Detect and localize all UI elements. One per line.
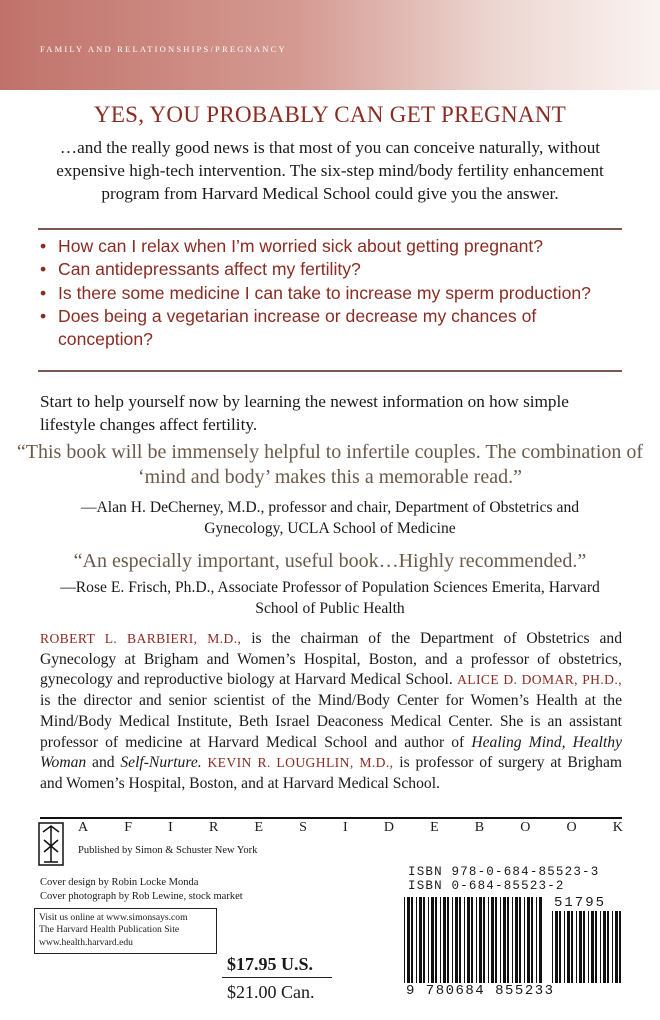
barcode-bar [559,911,561,983]
review-attribution-1: —Alan H. DeCherney, M.D., professor and chair, Department of Obstetrics and Gynecology, UCLA School of Medicine [80,499,580,537]
barcode-bar [464,897,465,983]
bullet-icon: • [40,259,47,280]
imprint-letter: E [430,820,439,835]
imprint-rule [40,817,622,819]
barcode-bar [500,897,501,983]
author-name-3: KEVIN R. LOUGHLIN, M.D., [207,755,394,771]
review-quote-2: “An especially important, useful book…Highly recommended.” [73,550,587,572]
barcode-bar [507,897,509,983]
barcode-bar [588,911,589,983]
bullet-icon: • [40,305,47,326]
question-text: Does being a vegetarian increase or decrease my chances of conception? [58,305,537,350]
barcode-addon-digits: 51795 [554,895,607,911]
barcode-bar [447,897,449,983]
barcode-bar [483,897,485,983]
book-title-1: Healing Mind, Healthy Woman [40,733,622,772]
barcode-bar [488,897,489,983]
barcode-bar [583,911,585,983]
barcode-bar [539,897,542,983]
cover-design-credit: Cover design by Robin Locke Monda [40,877,199,888]
bio-and: and [86,754,121,772]
publisher-line: Published by Simon & Schuster New York [78,845,258,856]
barcode-bar [524,897,525,983]
price-us: $17.95 U.S. [227,954,314,974]
price-divider [222,977,332,978]
barcode-bar [576,911,577,983]
barcode-bar [591,911,594,983]
barcode-bar [419,897,422,983]
barcode-bar [423,897,425,983]
price-canada: $21.00 Can. [227,982,315,1002]
website-box [34,908,217,954]
category-label: FAMILY AND RELATIONSHIPS/PREGNANCY [40,44,287,54]
list-item [40,235,625,258]
barcode-bar [555,911,558,983]
imprint-letter: R [208,820,219,835]
barcode-bar [476,897,477,983]
barcode-bar [603,911,606,983]
imprint-letter: B [474,820,485,835]
imprint-name [78,820,623,836]
barcode-bar [479,897,482,983]
intro-paragraph: …and the really good news is that most of you can conceive naturally, without expensive high-tech intervention. The six-step mind/body fertility enhancement program from Harvard Medical School could give you the answer. [56,138,604,203]
barcode-bar [404,897,405,983]
barcode-bar [519,897,521,983]
barcode-bar [531,897,533,983]
website-line-1: Visit us online at www.simonsays.com [39,912,188,923]
barcode-bar [467,897,470,983]
imprint-letter: F [124,820,133,835]
barcode-addon-icon [551,911,623,983]
barcode-bar [552,911,553,983]
headline: YES, YOU PROBABLY CAN GET PREGNANT [93,102,567,127]
isbn-10: ISBN 0-684-85523-2 [408,879,565,893]
bullet-icon: • [40,282,47,303]
barcode-bar [411,897,413,983]
barcode-bar [515,897,518,983]
barcode-bar [452,897,453,983]
list-item [40,282,625,305]
barcode-bar [567,911,570,983]
barcode-bar [440,897,441,983]
barcode-bar [536,897,537,983]
website-line-3: www.health.harvard.edu [39,936,133,948]
barcode-bar [615,911,618,983]
barcode-bar [443,897,446,983]
imprint-letter: O [566,820,577,835]
author-name-1: ROBERT L. BARBIERI, M.D., [40,631,242,646]
barcode-bar [407,897,410,983]
bio-text-1: is the chairman of the Department of Obstetrics and Gynecology at Brigham and Women’s Hospital, Boston, and a professor of obstetrics, gynecology and reproductive biology at Harvard Medical School. [40,630,622,689]
imprint-letter: K [612,820,623,835]
imprint-letter: D [383,820,394,835]
barcode-bar [416,897,417,983]
imprint-letter: O [520,820,531,835]
bullet-icon: • [40,236,47,256]
question-text: Is there some medicine I can take to increase my sperm production? [58,282,591,303]
barcode-bar [579,911,582,983]
barcode-bar [459,897,461,983]
barcode-icon [403,897,543,983]
list-item [40,305,625,352]
divider-top [38,228,622,230]
imprint-letter: E [254,820,263,835]
bio-text-3: is professor of surgery at Brigham and Women’s Hospital, Boston, and at Harvard Medical School. [40,754,622,792]
question-text: Can antidepressants affect my fertility? [58,259,361,280]
barcode-bar [512,897,513,983]
barcode-bar [612,911,613,983]
imprint-letter: A [78,820,89,835]
barcode-bar [455,897,458,983]
imprint-letter: S [299,820,307,835]
author-bios [40,629,622,795]
barcode-bar [428,897,429,983]
question-text: How can I relax when I’m worried sick about getting pregnant? [58,236,544,256]
list-item [40,258,625,281]
book-title-2: Self-Nurture. [120,754,202,772]
barcode-bar [491,897,494,983]
barcode-bar [495,897,497,983]
review-attribution-2: —Rose E. Frisch, Ph.D., Associate Professor of Population Sciences Emerita, Harvard School of Public Health [60,579,600,617]
barcode-bar [600,911,601,983]
barcode-bar [503,897,506,983]
start-paragraph: Start to help yourself now by learning the newest information on how simple lifestyle changes affect fertility. [40,392,569,434]
barcode-bar [431,897,434,983]
bio-text-2: is the director and senior scientist of the Mind/Body Center for Women’s Health at the Mind/Body Medical Institute, Beth Israel Deaconess Medical Center. She is an assistant professor of medicine at Harvard Medical School and author of [40,692,622,751]
question-list [40,235,625,351]
barcode-bar [564,911,565,983]
cover-credits [40,876,243,904]
cover-photo-credit: Cover photograph by Rob Lewine, stock market [40,891,243,902]
barcode-digits: 9 780684 855233 [406,983,555,999]
barcode-bar [619,911,621,983]
imprint-letter: I [168,820,173,835]
fireside-logo-icon [38,822,64,866]
barcode-bar [471,897,473,983]
barcode-bar [595,911,597,983]
barcode-bar [435,897,437,983]
barcode-bar [527,897,530,983]
review-quote-1: “This book will be immensely helpful to infertile couples. The combination of ‘mind and body’ makes this a memorable read.” [16,441,644,488]
barcode-bar [571,911,573,983]
author-name-2: ALICE D. DOMAR, PH.D., [457,672,623,688]
website-line-2: The Harvard Health Publication Site [39,924,180,936]
divider-bottom [38,370,622,372]
isbn-13: ISBN 978-0-684-85523-3 [408,865,600,879]
imprint-letter: I [343,820,348,835]
barcode-bar [607,911,609,983]
